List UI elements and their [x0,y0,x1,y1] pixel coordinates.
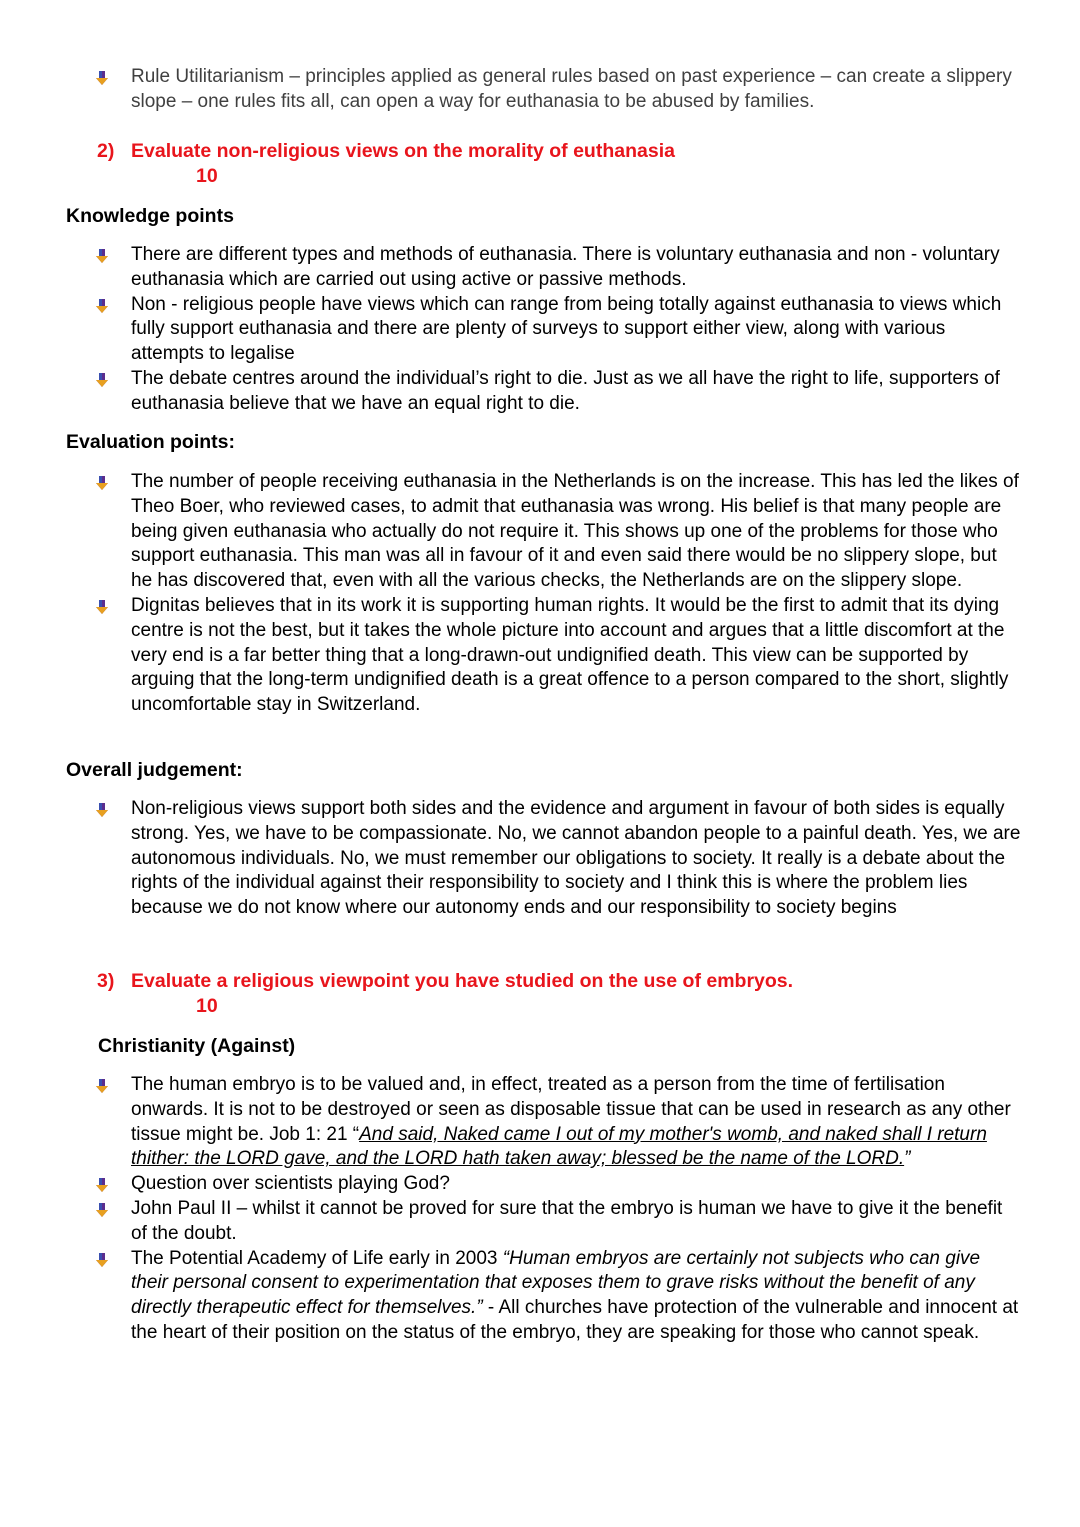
question-number: 3) [97,970,115,992]
arrow-bullet-icon [96,600,108,614]
arrow-bullet-icon [96,803,108,817]
christianity-heading: Christianity (Against) [98,1035,296,1057]
arrow-bullet-icon [96,1253,108,1267]
evaluation-list [0,470,1080,718]
arrow-bullet-icon [96,1178,108,1192]
arrow-bullet-icon [96,476,108,490]
list-item: The number of people receiving euthanasia in the Netherlands is on the increase. This has led the likes of Theo Boer, who reviewed cases, to admit that euthanasia was wrong. His belief is that many people are being given euthanasia who actually do not require it. This shows up one of the problems for those who support euthanasia. This man was all in favour of it and even said there would be no slippery slope, but he has discovered that, even with all the various checks, the Netherlands are on the slippery slope. [0,470,1080,594]
knowledge-list [0,243,1080,417]
list-item: Dignitas believes that in its work it is supporting human rights. It would be the first to admit that its dying centre is not the best, but it takes the whole picture into account and argues that a little discomfort at the very end is a far better thing that a long-drawn-out undignified death. This view can be supported by arguing that the long-term undignified death is a great offence to a person compared to the short, slightly uncomfortable stay in Switzerland. [0,594,1080,718]
list-item: The debate centres around the individual’s right to die. Just as we all have the right to life, supporters of euthanasia believe that we have an equal right to die. [0,367,1080,417]
list-item: Non-religious views support both sides and the evidence and argument in favour of both sides is equally strong. Yes, we have to be compassionate. No, we cannot abandon people to a painful death. Yes, we are autonomous individuals. No, we must remember our obligations to society. It really is a debate about the rights of the individual against their responsibility to society and I think this is where the problem lies because we do not know where our autonomy ends and our responsibility to society begins [0,797,1080,921]
list-item: The human embryo is to be valued and, in effect, treated as a person from the time of fertilisation onwards. It is not to be destroyed or seen as disposable tissue that can be used in research as any other tissue might be. Job 1: 21 “And said, Naked came I out of my mother's womb, and naked shall I return thither: the LORD gave, and the LORD hath taken away; blessed be the name of the LORD.” [0,1073,1080,1172]
list-item: Rule Utilitarianism – principles applied as general rules based on past experience – can create a slippery slope – one rules fits all, can open a way for euthanasia to be abused by families. [0,65,1080,115]
question-2-marks: 10 [196,165,218,187]
academy-quote: “Human embryos are certainly not subjects who can give their personal consent to experimentation that exposes them to grave risks without the benefit of any directly therapeutic effect for themselves.” [131,1247,981,1319]
list-item: John Paul II – whilst it cannot be proved for sure that the embryo is human we have to give it the benefit of the doubt. [0,1197,1080,1247]
arrow-bullet-icon [96,299,108,313]
judgement-list [0,797,1080,921]
christianity-list [0,1073,1080,1346]
arrow-bullet-icon [96,1079,108,1093]
list-item: Non - religious people have views which can range from being totally against euthanasia to views which fully support euthanasia and there are plenty of surveys to support either view, along with various attempts to legalise [0,293,1080,367]
arrow-bullet-icon [96,1203,108,1217]
question-2-heading [97,139,675,164]
list-item: Question over scientists playing God? [0,1172,1080,1197]
judgement-heading: Overall judgement: [66,759,243,781]
question-3-heading [97,969,793,994]
question-title: Evaluate a religious viewpoint you have studied on the use of embryos. [131,970,794,992]
list-item: There are different types and methods of euthanasia. There is voluntary euthanasia and non - voluntary euthanasia which are carried out using active or passive methods. [0,243,1080,293]
list-item: The Potential Academy of Life early in 2003 “Human embryos are certainly not subjects who can give their personal consent to experimentation that exposes them to grave risks without the benefit of any directly therapeutic effect for themselves.” - All churches have protection of the vulnerable and innocent at the heart of their position on the status of the embryo, they are speaking for those who cannot speak. [0,1247,1080,1346]
knowledge-heading: Knowledge points [66,205,234,227]
evaluation-heading: Evaluation points: [66,431,236,453]
arrow-bullet-icon [96,71,108,85]
arrow-bullet-icon [96,249,108,263]
question-title: Evaluate non-religious views on the morality of euthanasia [131,140,675,162]
arrow-bullet-icon [96,373,108,387]
question-3-marks: 10 [196,995,218,1017]
top-bullet-list [0,65,1080,115]
question-number: 2) [97,140,115,162]
job-quote: And said, Naked came I out of my mother's womb, and naked shall I return thither: the LORD gave, and the LORD hath taken away; blessed be the name of the LORD. [131,1123,987,1170]
